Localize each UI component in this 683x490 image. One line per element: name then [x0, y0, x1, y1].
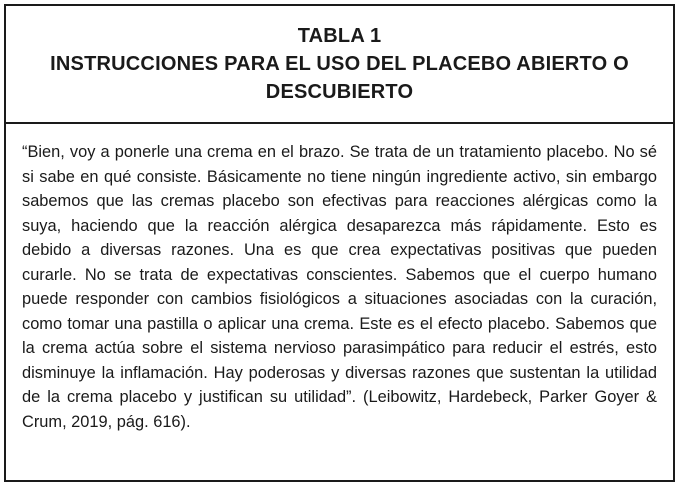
table-body: [6, 124, 673, 480]
table-title-line-2: DESCUBIERTO: [265, 81, 414, 103]
table-box: [4, 4, 675, 482]
table-title-line-1: INSTRUCCIONES PARA EL USO DEL PLACEBO ABIERTO O: [50, 53, 629, 75]
table-label: TABLA 1: [297, 25, 382, 47]
table-header: [6, 6, 673, 124]
quote-paragraph: “Bien, voy a ponerle una crema en el brazo. Se trata de un tratamiento placebo. No sé si sabe en qué consiste. Básicamente no tiene ningún ingrediente activo, sin embargo sabemos que las cremas placebo son efectivas para reacciones alérgicas como la suya, haciendo que la reacción alérgica desaparezca más rápidamente. Esto es debido a diversas razones. Una es que crea expectativas positivas que pueden curarle. No se trata de expectativas conscientes. Sabemos que el cuerpo humano puede responder con cambios fisiológicos a situaciones asociadas con la curación, como tomar una pastilla o aplicar una crema. Este es el efecto placebo. Sabemos que la crema actúa sobre el sistema nervioso parasimpático para reducir el estrés, esto disminuye la inflamación. Hay poderosas y diversas razones que sustentan la utilidad de la crema placebo y justifican su utilidad”. (Leibowitz, Hardebeck, Parker Goyer & Crum, 2019, pág. 616).: [22, 143, 657, 431]
